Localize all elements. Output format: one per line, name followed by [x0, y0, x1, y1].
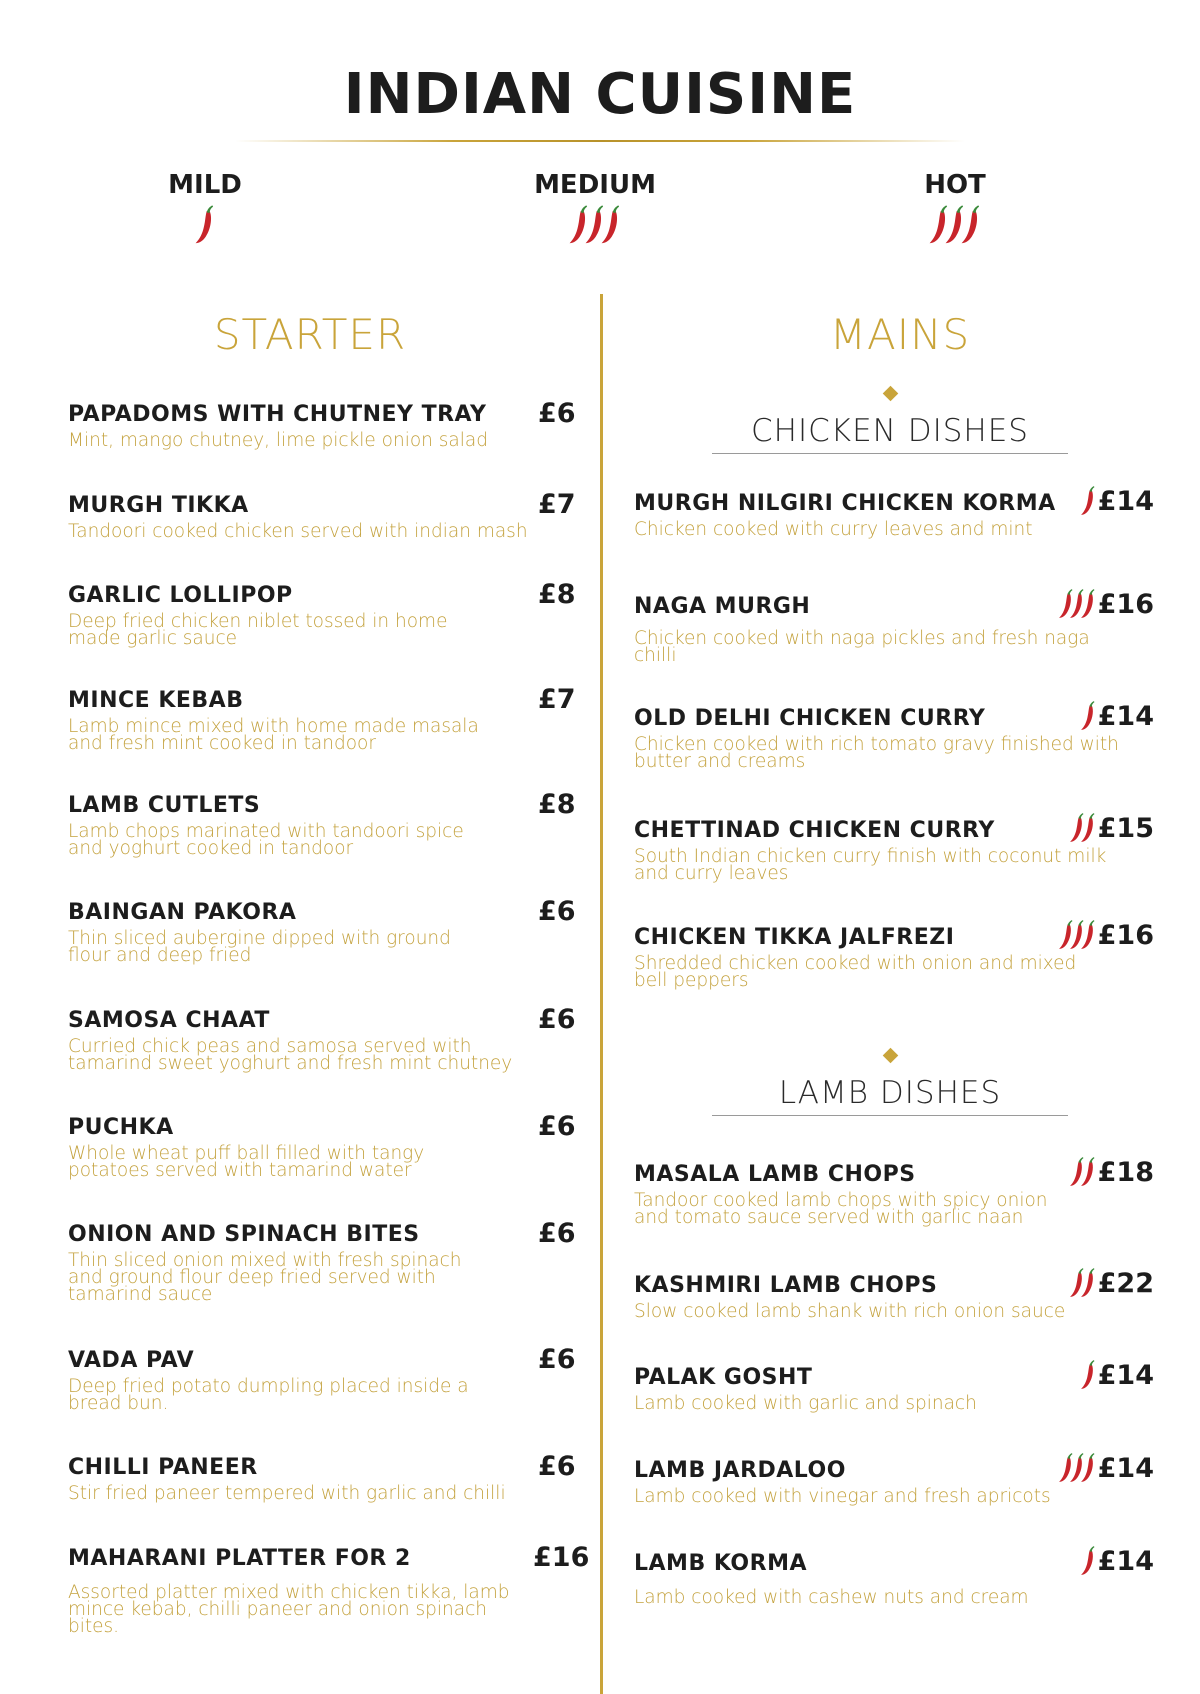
chili-icon-group — [1068, 1156, 1096, 1188]
item-name: MASALA LAMB CHOPS — [634, 1162, 916, 1187]
item-description: Chicken cooked with curry leaves and mint — [634, 519, 1033, 540]
item-description: Lamb chops marinated with tandoori spice and yoghurt cooked in tandoor — [68, 821, 464, 859]
item-name: KASHMIRI LAMB CHOPS — [634, 1273, 938, 1298]
price-value: £18 — [1097, 1156, 1154, 1188]
menu-item — [634, 1359, 1154, 1414]
chili-icon-group — [567, 204, 621, 248]
item-name: MAHARANI PLATTER FOR 2 — [68, 1546, 411, 1571]
chili-icon — [1079, 1267, 1096, 1299]
item-description: South Indian chicken curry finish with coconut milk and curry leaves — [634, 846, 1107, 884]
menu-item — [68, 1344, 576, 1414]
item-description: Whole wheat puff ball filled with tangy potatoes served with tamarind water — [68, 1143, 425, 1181]
item-name: LAMB KORMA — [634, 1551, 807, 1576]
item-price — [1079, 1545, 1154, 1577]
item-name: VADA PAV — [68, 1348, 195, 1373]
title-divider — [235, 140, 965, 142]
item-price: £7 — [538, 684, 576, 715]
chili-icon — [1079, 1545, 1096, 1577]
price-value: £14 — [1097, 1359, 1154, 1391]
item-description: Slow cooked lamb shank with rich onion sauce — [634, 1301, 1066, 1322]
item-name: MINCE KEBAB — [68, 688, 244, 713]
chili-icon — [1079, 1452, 1096, 1484]
item-price: £6 — [538, 1451, 576, 1482]
legend-label: MEDIUM — [534, 170, 656, 200]
item-description: Assorted platter mixed with chicken tikka, lamb mince kebab, chilli paneer and onion spinach bites. — [68, 1582, 510, 1637]
item-name: MURGH TIKKA — [68, 493, 249, 518]
menu-item — [68, 1218, 576, 1305]
menu-item — [634, 1267, 1154, 1322]
item-description: Thin sliced onion mixed with fresh spinach and ground flour deep fried served with tamarind sauce — [68, 1250, 462, 1305]
item-name: CHETTINAD CHICKEN CURRY — [634, 818, 995, 843]
item-name: CHILLI PANEER — [68, 1455, 258, 1480]
chili-icon-group — [1068, 812, 1096, 844]
item-name: PALAK GOSHT — [634, 1365, 813, 1390]
item-description: Mint, mango chutney, lime pickle onion salad — [68, 430, 488, 451]
subsection-title: CHICKEN DISHES — [712, 413, 1068, 454]
item-price: £6 — [538, 896, 576, 927]
item-name: ONION AND SPINACH BITES — [68, 1222, 420, 1247]
chili-icon-group — [1057, 1452, 1096, 1484]
price-value: £14 — [1097, 485, 1154, 517]
price-value: £16 — [1097, 919, 1154, 951]
item-name: CHICKEN TIKKA JALFREZI — [634, 925, 955, 950]
diamond-ornament-icon — [882, 386, 898, 402]
legend-mild — [160, 170, 250, 252]
item-price: £7 — [538, 489, 576, 520]
menu-item — [68, 1451, 588, 1504]
starter-heading: STARTER — [213, 310, 407, 359]
item-price: £8 — [538, 789, 576, 820]
menu-item — [634, 485, 1154, 540]
item-price: £6 — [538, 1004, 576, 1035]
menu-item — [68, 1111, 576, 1181]
item-name: MURGH NILGIRI CHICKEN KORMA — [634, 491, 1056, 516]
chili-icon — [959, 204, 981, 248]
menu-item — [634, 1545, 1154, 1608]
menu-item — [68, 1542, 590, 1637]
legend-label: HOT — [924, 170, 986, 200]
item-description: Lamb cooked with cashew nuts and cream — [634, 1587, 1029, 1608]
menu-item — [634, 1452, 1154, 1507]
menu-item — [634, 588, 1154, 666]
item-description: Lamb cooked with garlic and spinach — [634, 1393, 977, 1414]
lamb-dishes-section-header — [712, 1050, 1068, 1116]
chili-icon — [1079, 1156, 1096, 1188]
menu-item — [68, 579, 576, 649]
item-name: LAMB CUTLETS — [68, 793, 261, 818]
price-value: £22 — [1097, 1267, 1154, 1299]
item-description: Lamb cooked with vinegar and fresh apricots — [634, 1486, 1051, 1507]
item-description: Stir fried paneer tempered with garlic and chilli — [68, 1483, 506, 1504]
item-name: NAGA MURGH — [634, 594, 811, 619]
item-name: BAINGAN PAKORA — [68, 900, 297, 925]
menu-item — [634, 919, 1154, 991]
item-description: Tandoori cooked chicken served with indian mash — [68, 521, 528, 542]
item-price — [1079, 485, 1154, 517]
item-description: Curried chick peas and samosa served with tamarind sweet yoghurt and fresh mint chutney — [68, 1036, 513, 1074]
chili-icon — [1079, 812, 1096, 844]
legend-medium — [530, 170, 660, 252]
item-description: Shredded chicken cooked with onion and mixed bell peppers — [634, 953, 1077, 991]
price-value: £16 — [1097, 588, 1154, 620]
chili-icon-group — [1068, 1267, 1096, 1299]
column-divider — [600, 294, 603, 1694]
item-description: Chicken cooked with rich tomato gravy finished with butter and creams — [634, 734, 1119, 772]
menu-item — [634, 812, 1154, 884]
item-description: Tandoor cooked lamb chops with spicy onion and tomato sauce served with garlic naan — [634, 1190, 1048, 1228]
item-description: Chicken cooked with naga pickles and fresh naga chilli — [634, 628, 1090, 666]
price-value: £14 — [1097, 700, 1154, 732]
item-name: PAPADOMS WITH CHUTNEY TRAY — [68, 402, 487, 427]
item-price — [1079, 700, 1154, 732]
chili-icon-group — [193, 204, 215, 248]
item-price — [1068, 812, 1154, 844]
item-description: Deep fried chicken niblet tossed in home made garlic sauce — [68, 611, 448, 649]
menu-item — [68, 1004, 576, 1074]
chili-icon-group — [1079, 700, 1096, 732]
item-description: Deep fried potato dumpling placed inside a bread bun. — [68, 1376, 469, 1414]
menu-item — [68, 489, 588, 542]
subsection-title: LAMB DISHES — [712, 1075, 1068, 1116]
chili-icon — [599, 204, 621, 248]
item-price: £6 — [538, 1218, 576, 1249]
price-value: £15 — [1097, 812, 1154, 844]
item-price — [1068, 1267, 1154, 1299]
legend-hot — [905, 170, 1005, 252]
item-name: LAMB JARDALOO — [634, 1458, 846, 1483]
menu-item — [68, 789, 576, 859]
item-price — [1057, 1452, 1154, 1484]
chili-icon-group — [927, 204, 981, 248]
chili-icon-group — [1079, 485, 1096, 517]
price-value: £14 — [1097, 1452, 1154, 1484]
item-price: £16 — [533, 1542, 590, 1573]
chili-icon-group — [1057, 588, 1096, 620]
menu-item — [68, 684, 576, 754]
chili-icon — [1079, 1359, 1096, 1391]
item-price: £6 — [538, 1111, 576, 1142]
menu-item — [68, 896, 576, 966]
item-name: PUCHKA — [68, 1115, 174, 1140]
item-name: GARLIC LOLLIPOP — [68, 583, 293, 608]
item-price — [1068, 1156, 1154, 1188]
chili-icon — [1079, 485, 1096, 517]
item-price — [1057, 919, 1154, 951]
item-price — [1057, 588, 1154, 620]
menu-item — [634, 700, 1154, 772]
mains-heading: MAINS — [829, 310, 971, 359]
chili-icon-group — [1079, 1359, 1096, 1391]
item-price: £6 — [538, 398, 576, 429]
item-name: SAMOSA CHAAT — [68, 1008, 270, 1033]
chili-icon — [193, 204, 215, 248]
item-price: £6 — [538, 1344, 576, 1375]
item-description: Thin sliced aubergine dipped with ground flour and deep fried — [68, 928, 451, 966]
diamond-ornament-icon — [882, 1048, 898, 1064]
menu-title: INDIAN CUISINE — [343, 62, 857, 127]
chili-icon — [1079, 919, 1096, 951]
chili-icon-group — [1057, 919, 1096, 951]
item-price: £8 — [538, 579, 576, 610]
chicken-dishes-section-header — [712, 388, 1068, 454]
price-value: £14 — [1097, 1545, 1154, 1577]
item-price — [1079, 1359, 1154, 1391]
chili-icon — [1079, 700, 1096, 732]
item-name: OLD DELHI CHICKEN CURRY — [634, 706, 986, 731]
legend-label: MILD — [168, 170, 242, 200]
menu-item — [634, 1156, 1154, 1228]
menu-item — [68, 398, 588, 451]
item-description: Lamb mince mixed with home made masala and fresh mint cooked in tandoor — [68, 716, 479, 754]
chili-icon — [1079, 588, 1096, 620]
chili-icon-group — [1079, 1545, 1096, 1577]
